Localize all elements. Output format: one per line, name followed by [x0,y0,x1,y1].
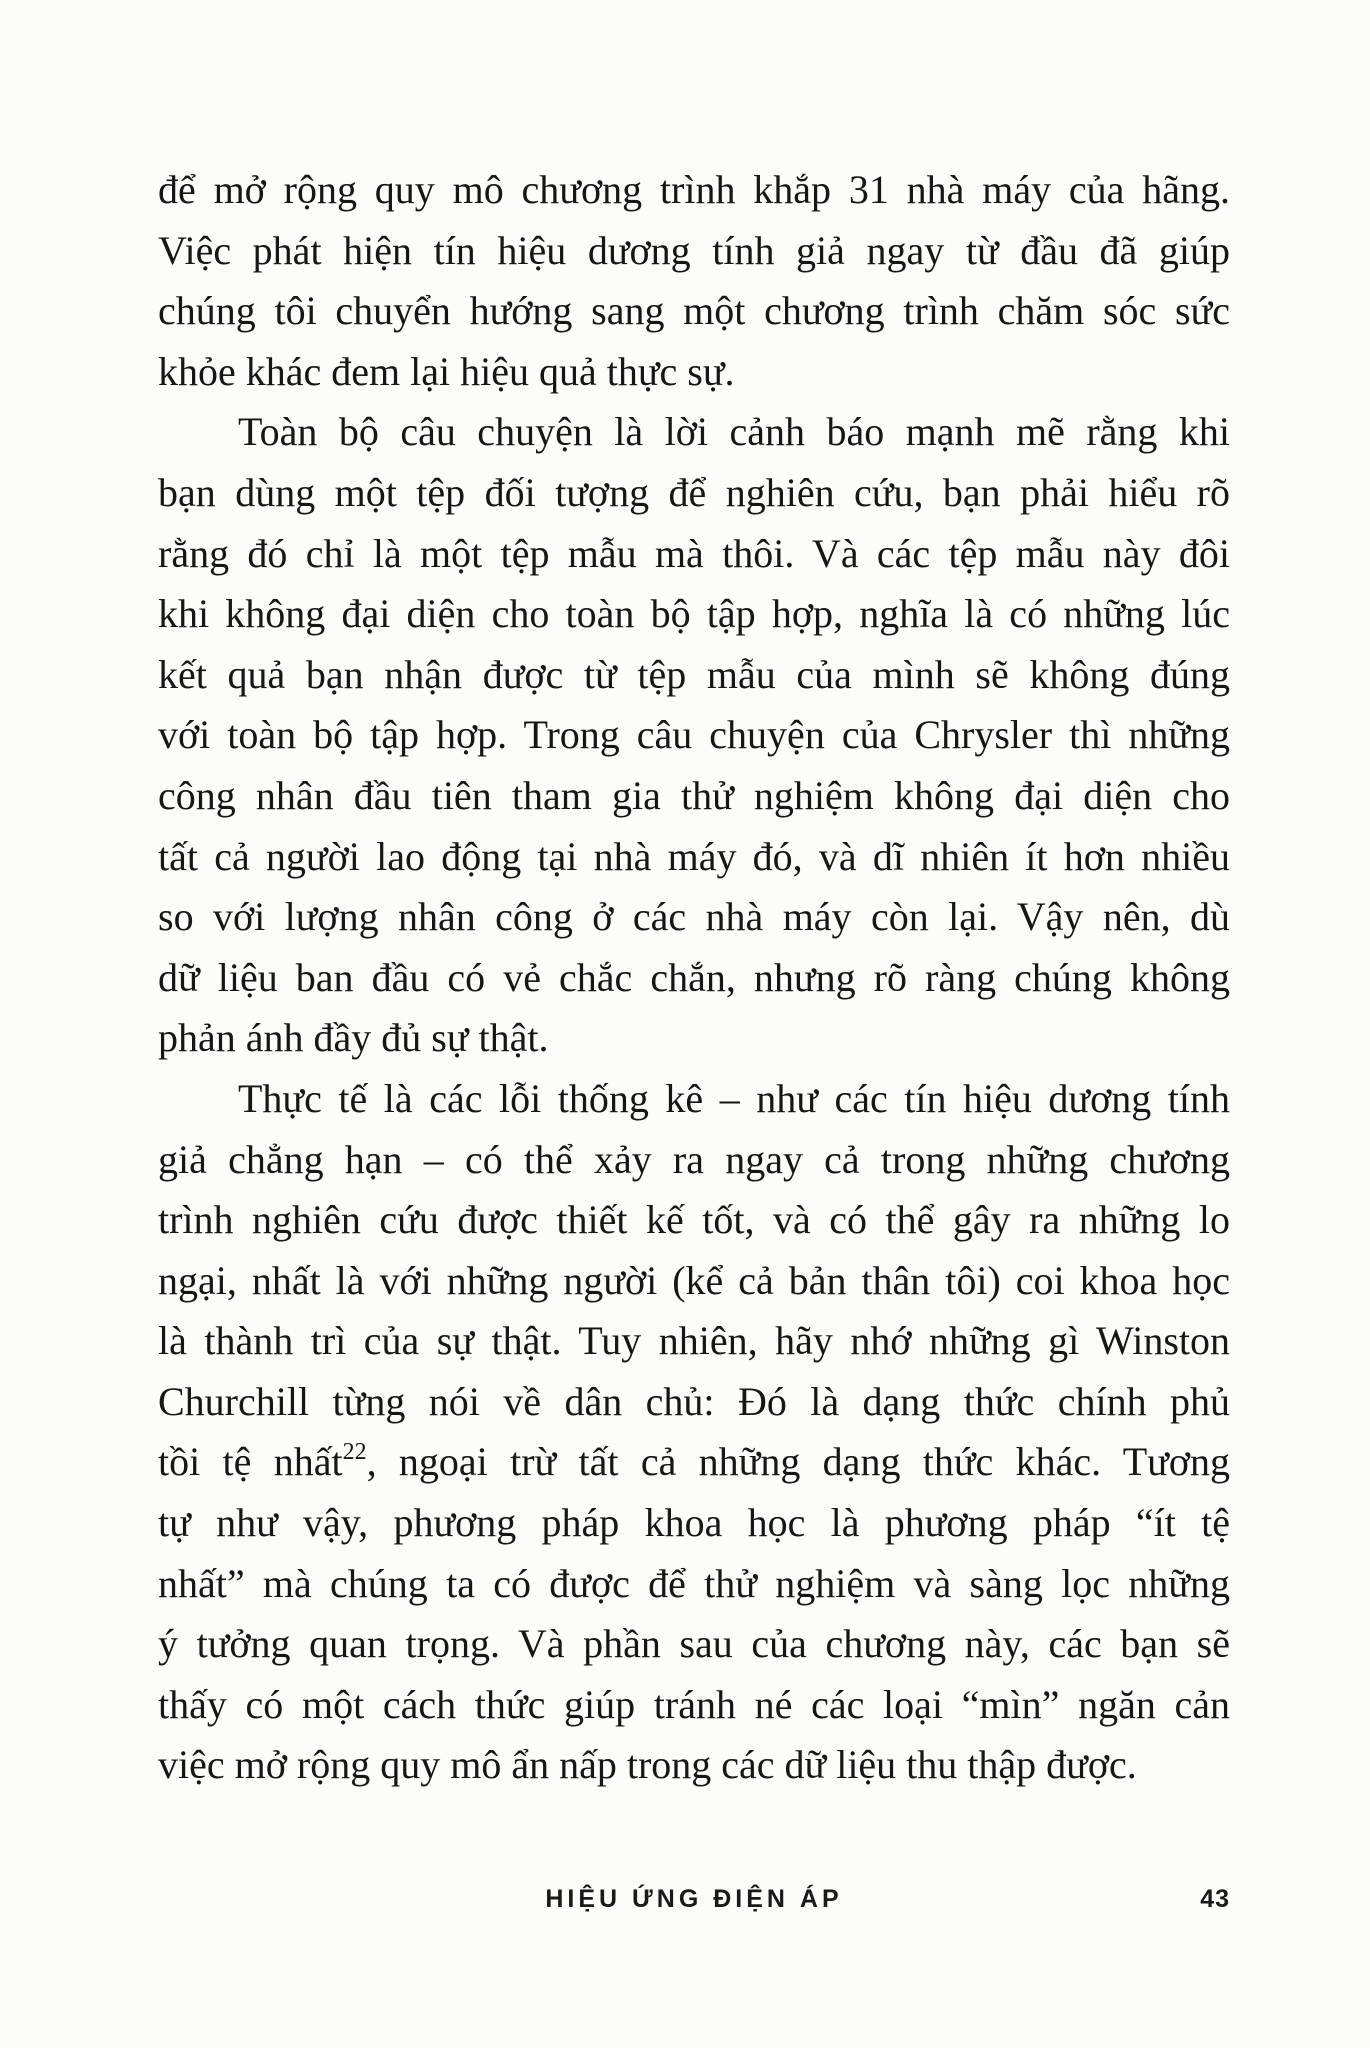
text-line: Việc phát hiện tín hiệu dương tính giả ngay từ đầu đã giúp [158,227,1230,273]
text-line: nhất” mà chúng ta có được để thử nghiệm và sàng lọc những [158,1560,1230,1606]
text-line: chúng tôi chuyển hướng sang một chương trình chăm sóc sức [158,288,1230,334]
text-segment: , ngoại trừ tất cả những dạng thức khác. Tương [366,1439,1230,1485]
text-line: rằng đó chỉ là một tệp mẫu mà thôi. Và các tệp mẫu này đôi [158,530,1230,576]
body-text [158,160,1230,1796]
text-line: với toàn bộ tập hợp. Trong câu chuyện của Chrysler thì những [158,712,1230,758]
text-line: ngại, nhất là với những người (kể cả bản thân tôi) coi khoa học [158,1257,1230,1303]
paragraph-1 [158,160,1230,402]
text-line: việc mở rộng quy mô ẩn nấp trong các dữ liệu thu thập được. [158,1742,1137,1788]
paragraph-2 [158,402,1230,1069]
page-number: 43 [1200,1885,1230,1913]
text-line: bạn dùng một tệp đối tượng để nghiên cứu, bạn phải hiểu rõ [158,469,1230,515]
text-line: Toàn bộ câu chuyện là lời cảnh báo mạnh mẽ rằng khi [238,409,1230,455]
text-line: để mở rộng quy mô chương trình khắp 31 nhà máy của hãng. [158,167,1230,212]
text-line: tự như vậy, phương pháp khoa học là phương pháp “ít tệ [158,1500,1230,1546]
text-line: phản ánh đầy đủ sự thật. [158,1015,549,1061]
text-line: Thực tế là các lỗi thống kê – như các tín hiệu dương tính [238,1075,1230,1121]
footnote-marker[interactable]: 22 [342,1439,367,1466]
text-line: tất cả người lao động tại nhà máy đó, và dĩ nhiên ít hơn nhiều [158,833,1230,879]
text-line: khi không đại diện cho toàn bộ tập hợp, nghĩa là có những lúc [158,591,1230,637]
text-segment: tồi tệ nhất [158,1439,343,1485]
text-line: trình nghiên cứu được thiết kế tốt, và có thể gây ra những lo [158,1197,1230,1243]
paragraph-3 [158,1069,1230,1796]
text-line: Churchill từng nói về dân chủ: Đó là dạng thức chính phủ [158,1378,1230,1424]
text-line: khỏe khác đem lại hiệu quả thực sự. [158,348,735,394]
running-title: HIỆU ỨNG ĐIỆN ÁP [545,1885,843,1913]
text-line: là thành trì của sự thật. Tuy nhiên, hãy nhớ những gì Winston [158,1318,1230,1364]
text-line: ý tưởng quan trọng. Và phần sau của chương này, các bạn sẽ [158,1621,1230,1667]
text-line: thấy có một cách thức giúp tránh né các loại “mìn” ngăn cản [158,1681,1230,1727]
text-line: giả chẳng hạn – có thể xảy ra ngay cả trong những chương [158,1136,1230,1182]
page-footer [158,1885,1230,1925]
text-line: kết quả bạn nhận được từ tệp mẫu của mình sẽ không đúng [158,651,1230,697]
text-line-with-footnote [158,1432,1230,1493]
text-line: so với lượng nhân công ở các nhà máy còn lại. Vậy nên, dù [158,894,1230,940]
text-line: dữ liệu ban đầu có vẻ chắc chắn, nhưng rõ ràng chúng không [158,954,1230,1000]
text-line: công nhân đầu tiên tham gia thử nghiệm không đại diện cho [158,772,1230,818]
